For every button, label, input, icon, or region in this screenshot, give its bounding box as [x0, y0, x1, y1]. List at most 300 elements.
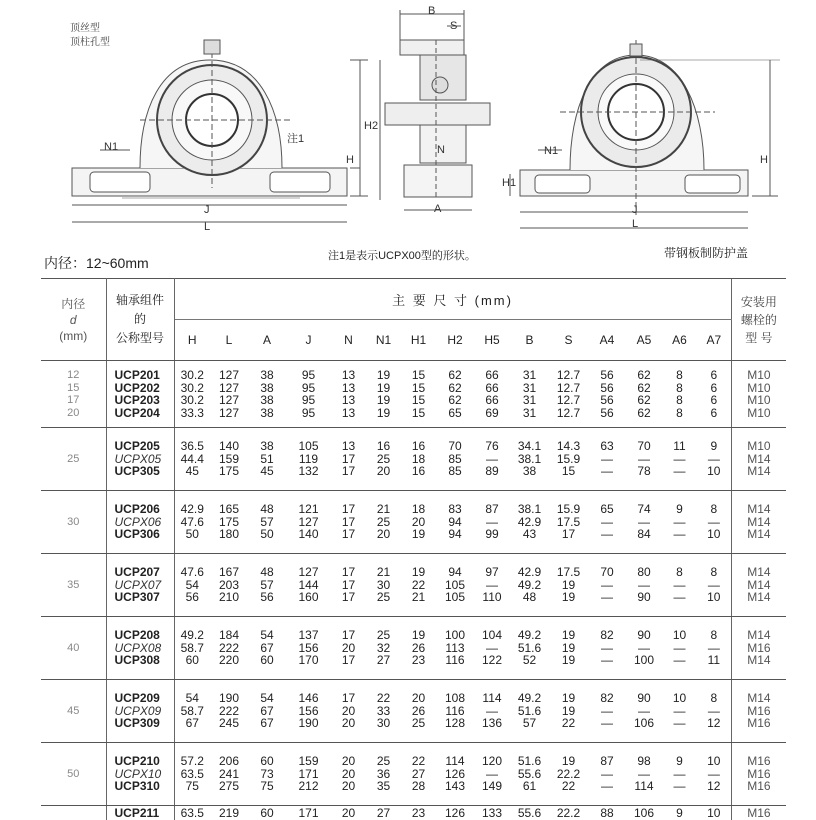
dim-cell-h1 [401, 428, 436, 491]
dim-cell-a-item: 48 [248, 566, 286, 579]
dim-cell-h2-item: 108 [436, 692, 474, 705]
dim-cell-h1 [401, 743, 436, 806]
dim-cell-l [210, 743, 248, 806]
bore-cell-item: 17 [41, 394, 106, 407]
dim-cell-a5-item: 62 [626, 407, 662, 420]
model-cell-item: UCP202 [115, 382, 174, 395]
dim-cell-l-item: 210 [210, 591, 248, 604]
dim-cell-h5-item: 66 [474, 382, 510, 395]
dim-cell-h5-item: — [474, 579, 510, 592]
dim-cell-s-item: 12.7 [549, 394, 588, 407]
bolt-cell-item: M10 [732, 440, 787, 453]
bore-cell [41, 428, 106, 491]
dim-cell-s-item: 12.7 [549, 382, 588, 395]
dim-cell-h-item: 45 [175, 465, 211, 478]
bore-cell-item: 45 [41, 705, 106, 718]
dim-cell-n-item: 17 [331, 516, 366, 529]
dim-cell-l-item: 190 [210, 692, 248, 705]
dim-cell-n1 [366, 680, 401, 743]
dim-cell-h-item: 33.3 [175, 407, 211, 420]
dim-cell-a-item: 67 [248, 642, 286, 655]
dim-cell-b-item: 49.2 [510, 629, 549, 642]
dim-cell-h5-item: 76 [474, 440, 510, 453]
model-cell-item: UCP305 [115, 465, 174, 478]
dim-cell-l-item: 184 [210, 629, 248, 642]
dim-cell-h-item: 30.2 [175, 369, 211, 382]
dim-cell-j [286, 428, 331, 491]
dim-cell-b-item: 38 [510, 465, 549, 478]
dim-cell-a7-item: 12 [697, 717, 731, 730]
dim-cell-n-item: 17 [331, 654, 366, 667]
dim-cell-h [174, 680, 210, 743]
dim-cell-n1-item: 19 [366, 407, 401, 420]
dim-cell-s-item: 15.9 [549, 503, 588, 516]
spec-table [41, 278, 786, 820]
dim-cell-h5-item: 69 [474, 407, 510, 420]
dim-cell-a4 [588, 361, 626, 428]
dim-cell-n1-item: 25 [366, 755, 401, 768]
dim-cell-a5-item: 78 [626, 465, 662, 478]
dim-cell-l-item: 127 [210, 394, 248, 407]
model-cell-item: UCP307 [115, 591, 174, 604]
dim-cell-h5-item: 104 [474, 629, 510, 642]
dim-cell-s-item: 14.3 [549, 440, 588, 453]
bore-range: 内径：12~60mm [44, 253, 149, 273]
dim-cell-a6-item: 10 [662, 692, 697, 705]
dim-cell-a7-item: 8 [697, 566, 731, 579]
dim-cell-h1-item: 18 [401, 503, 436, 516]
dim-cell-h2 [436, 361, 474, 428]
label-h-left: H [346, 154, 354, 166]
dim-header-n: N [331, 320, 366, 361]
dim-cell-a5-item: 62 [626, 369, 662, 382]
dim-cell-a4-item: 82 [588, 692, 626, 705]
dim-cell-n [331, 680, 366, 743]
dim-cell-cut-a7 [697, 806, 731, 820]
dim-cell-l-item: 165 [210, 503, 248, 516]
bore-cell-item: 40 [41, 642, 106, 655]
bolt-cell-item: M14 [732, 453, 787, 466]
dim-cell-a-item: 75 [248, 780, 286, 793]
dim-cell-l [210, 428, 248, 491]
dim-cell-n1-item: 35 [366, 780, 401, 793]
model-cell-item: UCP207 [115, 566, 174, 579]
dim-cell-a [248, 743, 286, 806]
dim-cell-n [331, 361, 366, 428]
dim-cell-a [248, 680, 286, 743]
dim-cell-h5-item: 114 [474, 692, 510, 705]
dim-cell-j-item: 156 [286, 705, 331, 718]
dim-cell-a7-item: 10 [697, 755, 731, 768]
dim-cell-n-item: 13 [331, 382, 366, 395]
dim-cell-a5-item: 62 [626, 382, 662, 395]
label-l-left: L [204, 221, 210, 233]
dim-cell-a5-item: 62 [626, 394, 662, 407]
model-cell [106, 680, 174, 743]
dim-cell-n1 [366, 743, 401, 806]
dim-cell-j [286, 491, 331, 554]
dim-cell-b-item: 31 [510, 382, 549, 395]
dim-cell-b-item: 51.6 [510, 705, 549, 718]
dim-cell-j-item: 127 [286, 516, 331, 529]
dim-header-h5: H5 [474, 320, 510, 361]
dim-cell-j [286, 361, 331, 428]
dim-cell-a7-item: — [697, 705, 731, 718]
dim-cell-s-item: 22 [549, 717, 588, 730]
dim-cell-cut-h [174, 806, 210, 820]
dim-cell-b-item: 31 [510, 369, 549, 382]
dim-cell-s-item: 19 [549, 591, 588, 604]
dim-cell-a6-item: — [662, 780, 697, 793]
dim-cell-a7 [697, 554, 731, 617]
dim-cell-a6-item: — [662, 642, 697, 655]
dim-cell-h1-item: 28 [401, 780, 436, 793]
bolt-cell [731, 680, 786, 743]
dim-cell-h5-item: — [474, 642, 510, 655]
dim-cell-n1-item: 21 [366, 566, 401, 579]
dim-cell-a4-item: — [588, 453, 626, 466]
bolt-cell [731, 361, 786, 428]
dim-cell-b-item: 43 [510, 528, 549, 541]
dim-cell-j-item: 127 [286, 566, 331, 579]
dim-cell-a7-item: 9 [697, 440, 731, 453]
dim-cell-cut-j-text: 171 [286, 806, 331, 820]
dim-cell-l-item: 140 [210, 440, 248, 453]
dim-cell-h2 [436, 743, 474, 806]
dim-cell-a [248, 554, 286, 617]
dim-cell-s-item: 19 [549, 579, 588, 592]
dim-cell-cut-a-text: 60 [248, 806, 286, 820]
dim-cell-l-item: 245 [210, 717, 248, 730]
dim-cell-a4-item: — [588, 516, 626, 529]
front-view-left [72, 40, 368, 222]
dim-cell-n1-item: 25 [366, 516, 401, 529]
model-cell-item: UCPX09 [115, 705, 174, 718]
bolt-cell-item: M16 [732, 642, 787, 655]
dim-cell-h1-item: 20 [401, 692, 436, 705]
header-bolt-line1: 安装用 [732, 293, 787, 311]
dim-cell-a5 [626, 743, 662, 806]
dim-cell-b [510, 743, 549, 806]
dim-cell-b-item: 49.2 [510, 579, 549, 592]
dim-cell-a7-item: 6 [697, 394, 731, 407]
dim-cell-h1-item: 23 [401, 654, 436, 667]
dim-cell-a4-item: 87 [588, 755, 626, 768]
bore-cell-item: 12 [41, 369, 106, 382]
dim-cell-h-item: 75 [175, 780, 211, 793]
dim-cell-cut-a5 [626, 806, 662, 820]
dim-cell-a [248, 361, 286, 428]
dim-cell-a4-item: 82 [588, 629, 626, 642]
dim-cell-a7 [697, 361, 731, 428]
dim-cell-b-item: 38.1 [510, 453, 549, 466]
dim-cell-h5-item: — [474, 516, 510, 529]
dim-cell-s-item: 17.5 [549, 516, 588, 529]
dim-cell-j-item: 121 [286, 503, 331, 516]
dim-cell-a6-item: — [662, 453, 697, 466]
header-bore-line2: d [41, 312, 106, 328]
dim-cell-h2-item: 94 [436, 528, 474, 541]
dim-cell-a7-item: 8 [697, 629, 731, 642]
dim-cell-a-item: 60 [248, 654, 286, 667]
bore-cell [41, 491, 106, 554]
dim-cell-a5 [626, 361, 662, 428]
dim-cell-n1-item: 22 [366, 692, 401, 705]
dim-cell-l-item: 222 [210, 705, 248, 718]
dim-cell-h1-item: 15 [401, 407, 436, 420]
dim-cell-h1-item: 21 [401, 591, 436, 604]
dim-cell-s-item: 22.2 [549, 768, 588, 781]
dim-cell-s [549, 491, 588, 554]
dim-cell-h1-item: 16 [401, 440, 436, 453]
dim-cell-a4-item: — [588, 591, 626, 604]
dim-cell-b [510, 491, 549, 554]
label-a: A [434, 203, 441, 215]
dim-cell-n1-item: 19 [366, 369, 401, 382]
label-h2: H2 [364, 120, 378, 132]
label-h1: H1 [502, 177, 516, 189]
bolt-cell-item: M16 [732, 705, 787, 718]
bolt-cell-item: M14 [732, 692, 787, 705]
dim-cell-cut-a6 [662, 806, 697, 820]
dim-cell-a5-item: — [626, 453, 662, 466]
dim-cell-a7-item: 11 [697, 654, 731, 667]
dim-header-l: L [210, 320, 248, 361]
model-cell-item: UCPX06 [115, 516, 174, 529]
dim-cell-a7-item: — [697, 516, 731, 529]
cover-text: 带钢板制防护盖 [664, 244, 748, 261]
dim-cell-l [210, 491, 248, 554]
bore-cell-item: 15 [41, 382, 106, 395]
dim-cell-s-item: 22 [549, 780, 588, 793]
dim-cell-a6-item: 8 [662, 382, 697, 395]
dim-cell-s [549, 428, 588, 491]
dim-cell-l-item: 241 [210, 768, 248, 781]
dim-cell-l-item: 159 [210, 453, 248, 466]
dim-cell-n1-item: 25 [366, 629, 401, 642]
dim-cell-j-item: 170 [286, 654, 331, 667]
dim-cell-a7 [697, 617, 731, 680]
bolt-cell-item: M14 [732, 629, 787, 642]
bore-cell-item: 50 [41, 768, 106, 781]
bolt-cell-item: M14 [732, 591, 787, 604]
dim-cell-h1 [401, 361, 436, 428]
dim-cell-a4 [588, 554, 626, 617]
dim-cell-a4-item: 56 [588, 394, 626, 407]
dim-cell-a6-item: — [662, 654, 697, 667]
dim-cell-a6 [662, 361, 697, 428]
drawing-note-line2: 顶柱孔型 [70, 36, 110, 50]
bolt-cell-item: M16 [732, 780, 787, 793]
bore-cell-empty [41, 806, 106, 820]
dim-cell-a5-item: 74 [626, 503, 662, 516]
dim-cell-a-item: 73 [248, 768, 286, 781]
dim-cell-h2-item: 70 [436, 440, 474, 453]
dim-cell-a-item: 38 [248, 369, 286, 382]
dim-cell-h5-item: 149 [474, 780, 510, 793]
dim-cell-h5 [474, 554, 510, 617]
dim-cell-a4-item: — [588, 768, 626, 781]
dim-cell-b-item: 51.6 [510, 755, 549, 768]
table-row-cut [41, 806, 786, 820]
dim-cell-cut-b-text: 55.6 [510, 806, 549, 820]
dim-cell-b [510, 617, 549, 680]
dim-cell-h5 [474, 428, 510, 491]
dim-cell-n-item: 20 [331, 755, 366, 768]
dim-cell-h2-item: 85 [436, 465, 474, 478]
header-model-line2: 的 [107, 310, 174, 329]
dim-cell-a5-item: — [626, 516, 662, 529]
dim-cell-a7-item: 10 [697, 591, 731, 604]
label-n-center: N [437, 144, 445, 156]
dim-cell-j-item: 95 [286, 382, 331, 395]
dim-cell-b-item: 38.1 [510, 503, 549, 516]
table-group [41, 743, 786, 806]
header-bore-line1: 内径 [41, 296, 106, 312]
dim-cell-h-item: 47.6 [175, 566, 211, 579]
bolt-cell-item: M16 [732, 755, 787, 768]
dim-cell-a-item: 54 [248, 692, 286, 705]
dim-cell-l [210, 617, 248, 680]
dim-cell-a5-item: 80 [626, 566, 662, 579]
dim-cell-j-item: 95 [286, 407, 331, 420]
dim-header-a7: A7 [697, 320, 731, 361]
model-cell-item: UCP209 [115, 692, 174, 705]
model-cell [106, 554, 174, 617]
dim-cell-a5 [626, 617, 662, 680]
note1-text: 注1是表示UCPX00型的形状。 [328, 247, 476, 263]
dim-cell-n-item: 20 [331, 642, 366, 655]
dim-cell-n [331, 491, 366, 554]
dim-cell-a5-item: 90 [626, 692, 662, 705]
dim-cell-h2 [436, 680, 474, 743]
dim-cell-a6 [662, 680, 697, 743]
dim-cell-h5-item: 97 [474, 566, 510, 579]
dim-cell-h [174, 554, 210, 617]
dim-cell-h2-item: 105 [436, 591, 474, 604]
dim-cell-a-item: 56 [248, 591, 286, 604]
header-bolt [731, 279, 786, 361]
dim-cell-n1-item: 25 [366, 591, 401, 604]
dim-cell-cut-h2-text: 126 [436, 806, 474, 820]
dim-cell-a-item: 67 [248, 717, 286, 730]
side-view-center [380, 10, 490, 210]
dim-cell-cut-l-text: 219 [210, 806, 248, 820]
dim-cell-h1-item: 15 [401, 382, 436, 395]
dim-cell-b-item: 57 [510, 717, 549, 730]
dim-cell-h-item: 36.5 [175, 440, 211, 453]
dim-cell-n1 [366, 554, 401, 617]
dim-cell-s [549, 743, 588, 806]
dim-cell-s-item: 19 [549, 692, 588, 705]
dim-cell-j-item: 156 [286, 642, 331, 655]
dim-cell-a6-item: — [662, 591, 697, 604]
dim-cell-a5-item: 106 [626, 717, 662, 730]
dim-cell-a-item: 50 [248, 528, 286, 541]
table-group [41, 617, 786, 680]
dim-cell-n1-item: 30 [366, 579, 401, 592]
bolt-cell [731, 743, 786, 806]
dim-cell-n-item: 17 [331, 591, 366, 604]
dim-cell-a-item: 38 [248, 440, 286, 453]
dim-cell-a6 [662, 554, 697, 617]
bore-cell-item: 20 [41, 407, 106, 420]
label-n1-left: N1 [104, 141, 118, 153]
dim-cell-h1-item: 19 [401, 566, 436, 579]
dim-cell-a7-item: — [697, 579, 731, 592]
dim-cell-j-item: 132 [286, 465, 331, 478]
model-cell-item: UCP203 [115, 394, 174, 407]
bolt-cell-item: M14 [732, 465, 787, 478]
dim-cell-h5-item: 87 [474, 503, 510, 516]
bore-cell-item: 35 [41, 579, 106, 592]
dim-cell-a4 [588, 617, 626, 680]
dim-cell-a7-item: 8 [697, 692, 731, 705]
dim-cell-a-item: 48 [248, 503, 286, 516]
dim-cell-a4-item: — [588, 642, 626, 655]
dim-cell-l [210, 680, 248, 743]
dim-cell-n1-item: 19 [366, 382, 401, 395]
dim-cell-b-item: 55.6 [510, 768, 549, 781]
dim-cell-h-item: 30.2 [175, 382, 211, 395]
dim-cell-b-item: 48 [510, 591, 549, 604]
dim-cell-n-item: 20 [331, 780, 366, 793]
dim-cell-s [549, 361, 588, 428]
dim-cell-s [549, 680, 588, 743]
dim-cell-n-item: 13 [331, 407, 366, 420]
dim-cell-h2-item: 100 [436, 629, 474, 642]
model-cell-item: UCP201 [115, 369, 174, 382]
dim-cell-a5 [626, 554, 662, 617]
model-cell-item: UCPX07 [115, 579, 174, 592]
dim-cell-a4 [588, 491, 626, 554]
dim-cell-h5-item: — [474, 705, 510, 718]
dim-header-h2: H2 [436, 320, 474, 361]
dim-cell-a4-item: 56 [588, 382, 626, 395]
dim-cell-cut-b [510, 806, 549, 820]
dim-cell-h2-item: 62 [436, 394, 474, 407]
dim-cell-b-item: 31 [510, 407, 549, 420]
dim-cell-n1-item: 32 [366, 642, 401, 655]
table-group [41, 428, 786, 491]
dim-cell-n-item: 13 [331, 440, 366, 453]
dim-cell-n-item: 17 [331, 453, 366, 466]
dim-cell-cut-s-text: 22.2 [549, 806, 588, 820]
dim-cell-h1-item: 26 [401, 705, 436, 718]
dim-cell-h-item: 42.9 [175, 503, 211, 516]
dim-cell-l-item: 127 [210, 407, 248, 420]
dim-cell-l-item: 167 [210, 566, 248, 579]
dim-cell-a6-item: 8 [662, 369, 697, 382]
dim-cell-a [248, 428, 286, 491]
dim-cell-a5-item: 114 [626, 780, 662, 793]
dim-cell-cut-a7-text: 10 [697, 806, 731, 820]
dim-cell-a7 [697, 428, 731, 491]
dim-cell-h5 [474, 361, 510, 428]
dim-header-h: H [174, 320, 210, 361]
dim-cell-s-item: 17.5 [549, 566, 588, 579]
dim-cell-b-item: 31 [510, 394, 549, 407]
label-l-right: L [632, 218, 638, 230]
dim-cell-a6 [662, 617, 697, 680]
model-cell-item: UCP308 [115, 654, 174, 667]
dim-cell-a7-item: 10 [697, 465, 731, 478]
dim-cell-a4-item: 65 [588, 503, 626, 516]
dim-cell-h2-item: 62 [436, 382, 474, 395]
dim-cell-a7 [697, 743, 731, 806]
dim-cell-h2 [436, 491, 474, 554]
model-cell-item: UCP204 [115, 407, 174, 420]
